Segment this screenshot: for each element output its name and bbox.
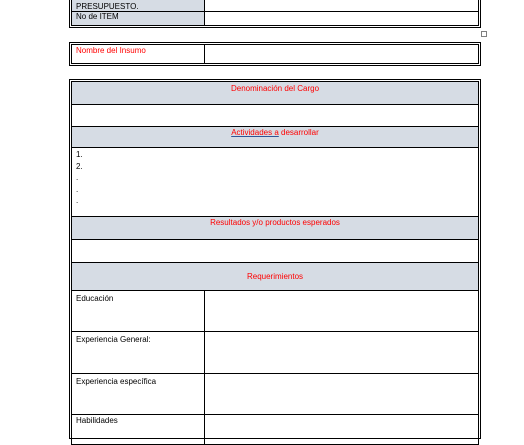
educacion-label: Educación	[72, 291, 205, 332]
insumo-frame	[69, 42, 481, 66]
list-item: .	[76, 184, 79, 194]
table-row	[72, 127, 479, 148]
list-item: .	[76, 196, 79, 205]
experiencia-general-value[interactable]	[205, 332, 479, 374]
table-row	[72, 263, 479, 291]
actividades-label-part1: Actividades a	[231, 128, 279, 137]
table-row	[72, 240, 479, 263]
experiencia-especifica-label: Experiencia específica	[72, 374, 205, 415]
denominacion-value[interactable]	[72, 105, 479, 127]
list-item: .	[76, 173, 79, 182]
top-info-frame	[69, 0, 481, 28]
actividades-header	[72, 127, 479, 148]
cargo-frame	[69, 79, 481, 439]
table-row	[72, 105, 479, 127]
presupuesto-value[interactable]	[205, 0, 479, 11]
insumo-label: Nombre del Insumo	[72, 45, 205, 64]
table-row	[72, 291, 479, 332]
actividades-list[interactable]	[72, 148, 479, 217]
insumo-table	[71, 44, 479, 64]
layout-anchor-icon[interactable]	[481, 31, 487, 37]
resultados-value[interactable]	[72, 240, 479, 263]
table-row	[72, 217, 479, 240]
list-item: 2.	[76, 161, 83, 171]
table-row	[72, 415, 479, 445]
habilidades-label: Habilidades	[72, 415, 205, 445]
requerimientos-header: Requerimientos	[72, 263, 479, 291]
actividades-label-part2: desarrollar	[278, 128, 319, 137]
experiencia-especifica-value[interactable]	[205, 374, 479, 415]
resultados-header: Resultados y/o productos esperados	[72, 217, 479, 240]
table-row	[72, 11, 479, 26]
list-item: 1.	[76, 150, 83, 159]
cargo-table	[71, 81, 479, 445]
table-row	[72, 45, 479, 64]
denominacion-header: Denominación del Cargo	[72, 82, 479, 105]
no-item-value[interactable]	[205, 11, 479, 26]
insumo-value[interactable]	[205, 45, 479, 64]
table-row	[72, 374, 479, 415]
table-row	[72, 332, 479, 374]
no-item-label: No de ITEM	[72, 11, 205, 26]
table-row	[72, 82, 479, 105]
presupuesto-label: PRESUPUESTO.	[72, 0, 205, 11]
experiencia-general-label: Experiencia General:	[72, 332, 205, 374]
table-row	[72, 148, 479, 217]
educacion-value[interactable]	[205, 291, 479, 332]
table-row	[72, 0, 479, 11]
top-info-table	[71, 0, 479, 26]
habilidades-value[interactable]	[205, 415, 479, 445]
